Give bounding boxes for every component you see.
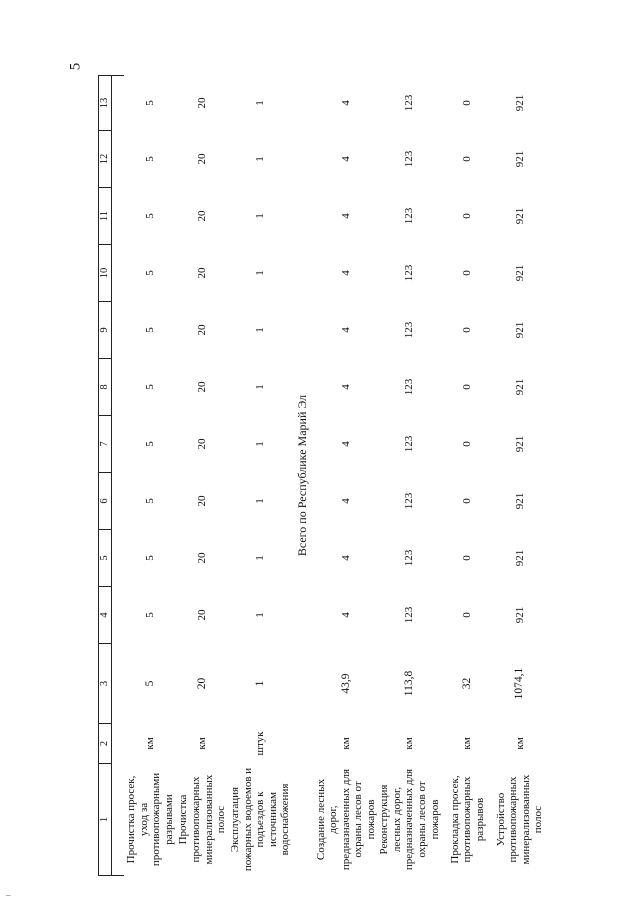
value-cell: 1 [254,270,267,276]
value-cell: 921 [513,549,526,567]
value-cell: 123 [403,549,416,567]
value-cell: 0 [461,213,474,219]
column-number: 4 [99,587,112,644]
measure-name: Прочистка просек, уход за противопожарными разрывами [125,772,175,867]
value-cell: 0 [461,270,474,276]
value-cell: 921 [513,492,526,510]
empty-cell [112,587,125,644]
empty-cell [112,473,125,530]
value-cell: 123 [403,150,416,168]
column-number: 3 [99,644,112,724]
unit-cell: км [513,737,526,750]
value-cell: 921 [513,264,526,282]
value-cell: 5 [144,384,156,390]
value-cell: 5 [144,555,156,561]
value-cell: 5 [144,498,156,504]
value-cell: 1 [254,213,267,219]
value-cell: 20 [196,324,209,336]
value-cell: 921 [513,378,526,396]
value-cell: 123 [403,606,416,624]
value-cell: 20 [196,210,209,222]
value-cell: 0 [461,327,474,333]
measure-name: Эксплуатация пожарных водоемов и подъездов к источникам водоснабжения [228,767,292,872]
measures-table [98,75,546,876]
empty-cell [112,530,125,587]
empty-cell [112,359,125,416]
empty-cell [112,76,125,131]
value-cell: 4 [339,270,352,276]
value-cell: 123 [403,94,416,112]
empty-cell [112,302,125,359]
unit-cell: км [144,737,156,750]
column-number: 2 [99,724,112,764]
total-cell: 113,8 [403,670,416,697]
value-cell: 20 [196,438,209,450]
unit-cell: км [339,737,352,750]
total-cell: 20 [195,677,208,690]
empty-cell [112,188,125,245]
column-number: 13 [99,76,112,131]
unit-cell: штук [254,731,267,756]
value-cell: 0 [461,612,474,618]
table-row [314,76,378,876]
value-cell: 20 [196,552,209,564]
total-cell: 5 [143,680,156,687]
spacer-row [112,76,125,876]
column-number: 1 [99,764,112,876]
value-cell: 1 [254,156,267,162]
page-number: 5 [67,62,84,71]
value-cell: 20 [196,267,209,279]
value-cell: 0 [461,156,474,162]
column-number: 10 [99,245,112,302]
value-cell: 1 [254,100,267,106]
column-number: 8 [99,359,112,416]
table-row [378,76,442,876]
column-number: 5 [99,530,112,587]
value-cell: 20 [196,495,209,507]
value-cell: 1 [254,612,267,618]
unit-cell: км [461,737,474,750]
value-cell: 20 [196,609,209,621]
value-cell: 0 [461,555,474,561]
value-cell: 5 [144,327,156,333]
empty-cell [112,131,125,188]
value-cell: 0 [461,441,474,447]
value-cell: 123 [403,492,416,510]
value-cell: 921 [513,207,526,225]
value-cell: 5 [144,270,156,276]
value-cell: 20 [196,97,209,109]
value-cell: 123 [403,435,416,453]
value-cell: 921 [513,606,526,624]
value-cell: 5 [144,441,156,447]
value-cell: 921 [513,94,526,112]
measure-name: Реконструкция лесных дорог, предназначенных для охраны лесов от пожаров [378,768,441,871]
total-cell: 1074,1 [513,667,526,700]
value-cell: 1 [254,498,267,504]
total-cell: 43,9 [339,673,352,694]
value-cell: 1 [254,555,267,561]
value-cell: 4 [339,612,352,618]
value-cell: 4 [339,441,352,447]
value-cell: 4 [339,555,352,561]
measure-name: Устройство противопожарных минерализованных полос [494,774,545,865]
measure-name: Прокладка просек, противопожарных разрывов [448,775,486,864]
fire-protection-table [98,76,546,876]
unit-cell: км [196,737,209,750]
value-cell: 123 [403,207,416,225]
value-cell: 5 [144,156,156,162]
value-cell: 0 [461,498,474,504]
table-row [441,76,493,876]
value-cell: 5 [144,213,156,219]
table-row [124,76,176,876]
measure-name: Создание лесных дорог, предназначенных для охраны лесов от пожаров [314,768,378,871]
column-number: 11 [99,188,112,245]
value-cell: 5 [144,100,156,106]
table-row [494,76,546,876]
value-cell: 4 [339,213,352,219]
value-cell: 0 [461,384,474,390]
value-cell: 1 [254,327,267,333]
value-cell: 1 [254,384,267,390]
column-number: 6 [99,473,112,530]
table-row [229,76,293,876]
table-row [176,76,228,876]
value-cell: 921 [513,321,526,339]
total-cell: 32 [460,677,473,690]
value-cell: 4 [339,327,352,333]
column-number: 12 [99,131,112,188]
value-cell: 20 [196,153,209,165]
empty-cell [112,416,125,473]
column-number: 7 [99,416,112,473]
column-number: 9 [99,302,112,359]
value-cell: 123 [403,378,416,396]
value-cell: 4 [339,498,352,504]
unit-cell: км [403,737,416,750]
margin-mark: – [6,890,11,900]
value-cell: 20 [196,381,209,393]
empty-cell [112,724,125,764]
section-title: Всего по Республике Марий Эл [295,394,310,557]
column-index-row [99,76,112,876]
total-cell: 1 [253,680,266,687]
value-cell: 921 [513,435,526,453]
value-cell: 0 [461,100,474,106]
measure-name: Прочистка противопожарных минерализованных полос [177,774,228,865]
empty-cell [112,245,125,302]
value-cell: 123 [403,321,416,339]
value-cell: 5 [144,612,156,618]
value-cell: 921 [513,150,526,168]
section-row [292,76,314,876]
value-cell: 123 [403,264,416,282]
value-cell: 4 [339,100,352,106]
empty-cell [112,764,125,876]
value-cell: 4 [339,156,352,162]
value-cell: 1 [254,441,267,447]
empty-cell [112,644,125,724]
value-cell: 4 [339,384,352,390]
